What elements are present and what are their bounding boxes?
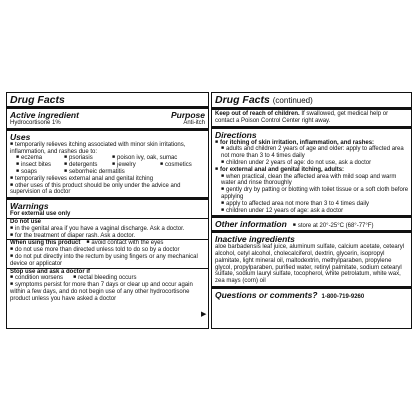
uses-condition: ■ seborrheic dermatitis [64, 169, 208, 176]
other-information-row [212, 215, 411, 230]
directions-item: ■ children under 12 years of age: ask a doctor [212, 208, 411, 216]
uses-header: Uses [7, 128, 208, 142]
drug-facts-left-panel [6, 92, 209, 329]
drug-facts-right-panel [211, 92, 412, 329]
directions-item: ■ gently dry by patting or blotting with toilet tissue or a soft cloth before applying [212, 187, 411, 201]
external-use-warning: For external use only [10, 211, 71, 218]
active-ingredient-row [7, 120, 208, 128]
uses-condition: ■ jewelry [112, 162, 160, 169]
keep-out-of-reach-header: Keep out of reach of children. [215, 111, 300, 117]
do-not-use-item: ■ in the genital area if you have a vaginal discharge. Ask a doctor. [7, 226, 208, 233]
inactive-ingredients-text: aloe barbadensis leaf juice, aluminum sulfate, calcium acetate, cetearyl alcohol, cetyl alcohol, cholecalciferol, dextrin, glycerin, isopropyl palmitate, light mineral oil, maltodextrin, methylparaben, propylene glycol, propylparaben, purified water, retinyl palmitate, sodium cetearyl sulfate, sodium lauryl sulfate, tocopherol, white petrolatum, white wax, zea mays (corn) oil [215, 244, 405, 285]
uses-condition: ■ soaps [16, 169, 64, 176]
when-using-item: ■ do not put directly into the rectum by using fingers or any mechanical device or applicator [7, 254, 208, 268]
phone-number: 1-800-719-9260 [321, 293, 365, 300]
questions-row [212, 286, 411, 301]
stop-use-item: ■ condition worsens [10, 275, 63, 282]
other-information-text: ■ store at 20°-25°C (68°-77°F) [293, 223, 374, 230]
drug-facts-continued-title [212, 93, 411, 107]
directions-item: ■ apply to affected area not more than 3 to 4 times daily [212, 201, 411, 208]
uses-condition: ■ insect bites [16, 162, 64, 169]
directions-item: ■ children under 2 years of age: do not use, ask a doctor [212, 160, 411, 167]
keep-out-of-reach [212, 107, 411, 126]
directions-item: ■ adults and children 2 years of age and older: apply to affected area not more than 3 to 4 times daily [212, 146, 411, 160]
directions-header: Directions [212, 126, 411, 140]
drug-facts-title: Drug Facts [10, 94, 65, 106]
stop-use-item: ■ rectal bleeding occurs [73, 275, 136, 282]
uses-item-3: ■ other uses of this product should be only under the advice and supervision of a doctor [7, 183, 208, 198]
do-not-use-header: Do not use [7, 218, 208, 226]
questions-header: Questions or comments? [215, 289, 318, 300]
drug-facts-title: Drug Facts [215, 94, 270, 106]
do-not-use-item: ■ for the treatment of diaper rash. Ask a doctor. [7, 233, 208, 240]
uses-item-1: ■ temporarily relieves itching associated with minor skin irritations, inflammation, and rashes due to: [7, 142, 208, 156]
uses-condition: ■ eczema [16, 155, 64, 162]
purpose-header: Purpose [170, 110, 205, 120]
other-information-header: Other information [215, 219, 287, 230]
stop-use-row [7, 275, 208, 282]
uses-condition: ■ detergents [64, 162, 112, 169]
stop-use-item: ■ symptoms persist for more than 7 days or clear up and occur again within a few days, and do not begin use of any other hydrocortisone product unless you have asked a doctor [7, 282, 208, 302]
when-using-item: ■ do not use more than directed unless told to do so by a doctor [7, 247, 208, 254]
uses-condition: ■ cosmetics [160, 162, 208, 169]
directions-itching-header: ■ for itching of skin irritation, inflammation, and rashes: [212, 140, 411, 147]
stop-use-header: Stop use and ask a doctor if [7, 268, 208, 276]
when-using-item: ■ avoid contact with the eyes [86, 240, 163, 247]
keep-out-of-reach-text: If swallowed, get medical help or contact a Poison Control Center right away. [215, 111, 389, 124]
inactive-ingredients-header: Inactive ingredients [212, 230, 411, 244]
continue-arrow: ▶ [201, 311, 207, 318]
active-ingredient-value: Hydrocortisone 1% [10, 120, 61, 126]
active-ingredient-header-row [7, 106, 208, 120]
continued-label: (continued) [272, 96, 313, 105]
warnings-header: Warnings [7, 197, 208, 211]
purpose-value: Anti-itch [183, 120, 205, 126]
when-using-row [7, 239, 208, 247]
uses-conditions-list [7, 155, 208, 175]
directions-anal-header: ■ for external anal and genital itching, adults: [212, 167, 411, 174]
active-ingredient-header: Active ingredient [10, 110, 79, 120]
when-using-header: When using this product [10, 240, 81, 247]
uses-condition: ■ poison ivy, oak, sumac [112, 155, 208, 162]
directions-item: ■ when practical, clean the affected area with mild soap and warm water and rinse thoroughly [212, 174, 411, 188]
uses-item-2: ■ temporarily relieves external anal and genital itching [7, 176, 208, 183]
uses-condition: ■ psoriasis [64, 155, 112, 162]
